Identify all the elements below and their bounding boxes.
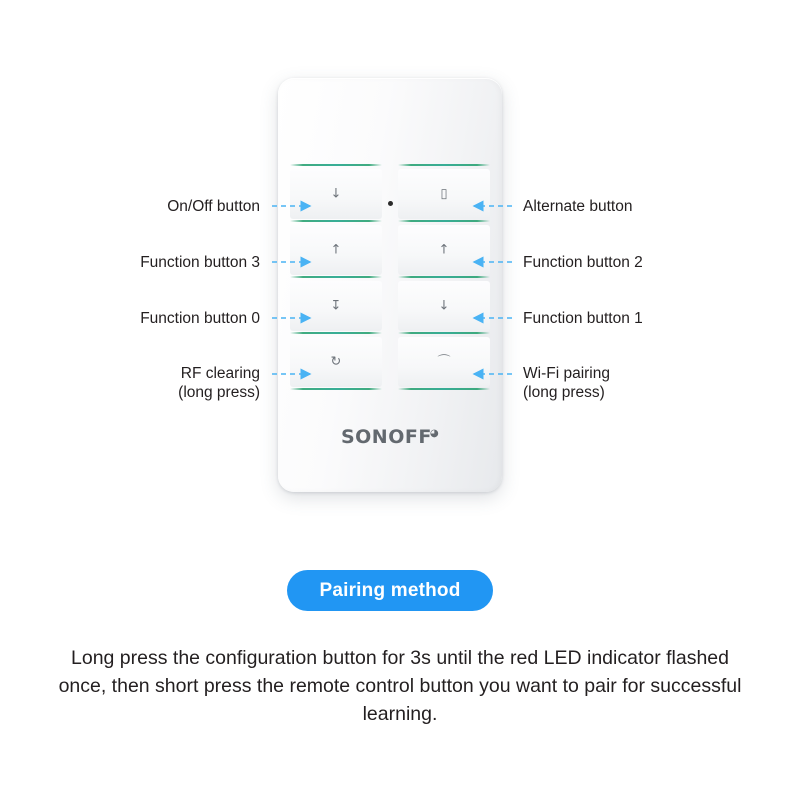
on-off-icon: ↓ xyxy=(330,186,342,202)
callout-label: Function button 2 xyxy=(523,254,643,271)
key-separator-line xyxy=(398,220,490,222)
brand-logo-text: SONOFF xyxy=(340,426,432,448)
brand-wifi-mark: ◕ xyxy=(429,427,440,439)
key-separator-line xyxy=(398,388,490,390)
pairing-method-badge xyxy=(287,570,493,611)
callout-function-button-2 xyxy=(523,253,743,272)
key-function-button-3[interactable] xyxy=(290,225,382,275)
callout-label: Function button 1 xyxy=(523,310,643,327)
wifi-icon: ⌒ xyxy=(437,354,451,370)
key-separator-line xyxy=(290,276,382,278)
key-function-button-1[interactable] xyxy=(398,281,490,331)
callout-function-button-0 xyxy=(60,309,260,328)
function-3-icon: ↑ xyxy=(330,242,342,258)
brand-logo xyxy=(278,426,502,448)
key-function-button-0[interactable] xyxy=(290,281,382,331)
key-separator-line xyxy=(398,276,490,278)
key-separator-line xyxy=(398,332,490,334)
callout-sublabel: (long press) xyxy=(523,384,605,402)
callout-label: On/Off button xyxy=(167,198,260,215)
key-separator-line xyxy=(290,388,382,390)
pairing-method-label: Pairing method xyxy=(319,579,461,601)
callout-label: Wi-Fi pairing xyxy=(523,365,610,382)
key-alternate-button[interactable] xyxy=(398,169,490,219)
key-separator-line xyxy=(290,164,382,166)
callout-label: Alternate button xyxy=(523,198,633,215)
callout-sublabel: (long press) xyxy=(178,384,260,402)
rf-clearing-icon: ↻ xyxy=(330,354,342,370)
function-2-icon: ↑ xyxy=(438,242,450,258)
pairing-description: Long press the configuration button for 3s until the red LED indicator flashed once, then short press the remote control button you want to pair for successful learning. xyxy=(58,646,742,726)
key-separator-line xyxy=(290,220,382,222)
function-0-icon: ↧ xyxy=(330,298,342,314)
callout-alternate-button xyxy=(523,197,743,216)
key-rf-clearing[interactable] xyxy=(290,337,382,387)
key-wifi-pairing[interactable] xyxy=(398,337,490,387)
key-function-button-2[interactable] xyxy=(398,225,490,275)
function-1-icon: ↓ xyxy=(438,298,450,314)
callout-wifi-pairing xyxy=(523,364,743,403)
callout-label: RF clearing xyxy=(180,365,260,382)
callout-label: Function button 0 xyxy=(140,310,260,327)
callout-function-button-1 xyxy=(523,309,743,328)
key-separator-line xyxy=(290,332,382,334)
callout-label: Function button 3 xyxy=(140,254,260,271)
callout-function-button-3 xyxy=(60,253,260,272)
callout-rf-clearing xyxy=(60,364,260,403)
keypad xyxy=(290,168,490,406)
key-on-off-button[interactable] xyxy=(290,169,382,219)
callout-on-off-button xyxy=(60,197,260,216)
alternate-icon: ▯ xyxy=(440,186,448,202)
remote-control-device xyxy=(278,78,502,492)
key-separator-line xyxy=(398,164,490,166)
